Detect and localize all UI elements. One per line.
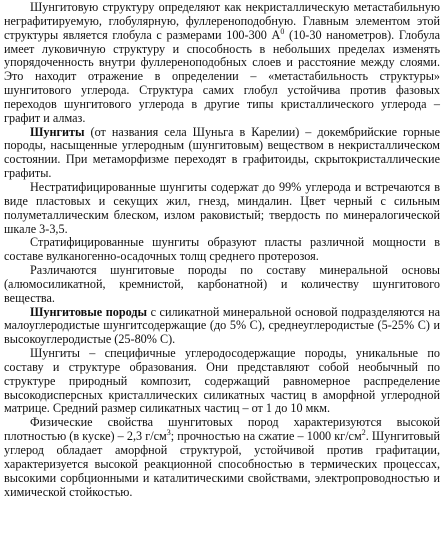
term-shungites: Шунгиты (30, 124, 85, 139)
paragraph-structure (4, 1, 440, 126)
paragraph-text: (от названия села Шуньга в Карелии) – докембрийские горные породы, насыщенные углеродным (шунгитовым) веществом в некристаллическом состоянии. При метаморфизме переходят в графитоиды, скрытокристаллические графиты. (4, 124, 440, 181)
paragraph-shungites-definition (4, 126, 440, 181)
paragraph-composition: Различаются шунгитовые породы по составу минеральной основы (алюмосиликатной, кремнистой, карбонатной) и количеству шунгитового вещества. (4, 263, 440, 305)
superscript: 3 (166, 428, 171, 438)
paragraph-text: с силикатной минеральной основой подразделяются на малоуглеродистые шунгитсодержащие (до 5% С), среднеуглеродистые (5-25% С) и высокоуглеродистые (25-80% С). (4, 304, 441, 347)
term-shungite-rocks: Шунгитовые породы (30, 304, 148, 319)
superscript: 0 (280, 26, 285, 36)
paragraph-unstratified: Нестратифицированные шунгиты содержат до 99% углерода и встречаются в виде пластовых и секущих жил, гнезд, миндалин. Цвет черный с сильным полуметаллическим блеском, излом раковистый; твердость по минералогической шкале 3-3,5. (4, 179, 440, 236)
paragraph-shungite-rocks (4, 306, 440, 348)
superscript: 2 (361, 428, 366, 438)
paragraph-text: Физические свойства шунгитовых пород характеризуются высокой плотностью (в куске) – 2,3 г/см (4, 415, 440, 444)
paragraph-text: Шунгитовую структуру определяют как некристаллическую метастабильную неграфитируемую, глобулярную, фуллереноподобную. Главным элементом этой структуры является глобула с размерами 100-300 A (4, 0, 440, 42)
paragraph-stratified: Стратифицированные шунгиты образуют пласты различной мощности в составе вулканогенно-осадочных толщ среднего протерозоя. (4, 235, 440, 264)
paragraph-specific-rocks: Шунгиты – специфичные углеродосодержащие породы, уникальные по составу и структуре образования. Они представляют собой необычный по структуре природный композит, содержащий равномерное распределение высокодисперсных кристаллических силикатных частиц в аморфной углеродной матрице. Средний размер силикатных частиц – от 1 до 10 мкм. (4, 346, 440, 416)
paragraph-physical-properties (4, 416, 440, 499)
paragraph-text: . Шунгитовый углерод обладает аморфной структурой, устойчивой против графитации, характеризуется высокой реакционной способностью в термических процессах, высокими сорбционными и каталитическими свойствами, электропроводностью и химической стойкостью. (4, 429, 441, 499)
paragraph-text: (10-30 нанометров). Глобула имеет луковичную структуру и способность в небольших пределах изменять упорядоченность внутри фуллереноподобных слоев и расстояние между слоями. Это находит отражение в определении – «метастабильность структуры» шунгитового углерода. Структура самих глобул устойчива против фазовых переходов шунгитового углерода в другие типы кристаллического углерода – графит и алмаз. (4, 27, 440, 125)
paragraph-text: ; прочностью на сжатие – 1000 кг/см (170, 429, 362, 444)
